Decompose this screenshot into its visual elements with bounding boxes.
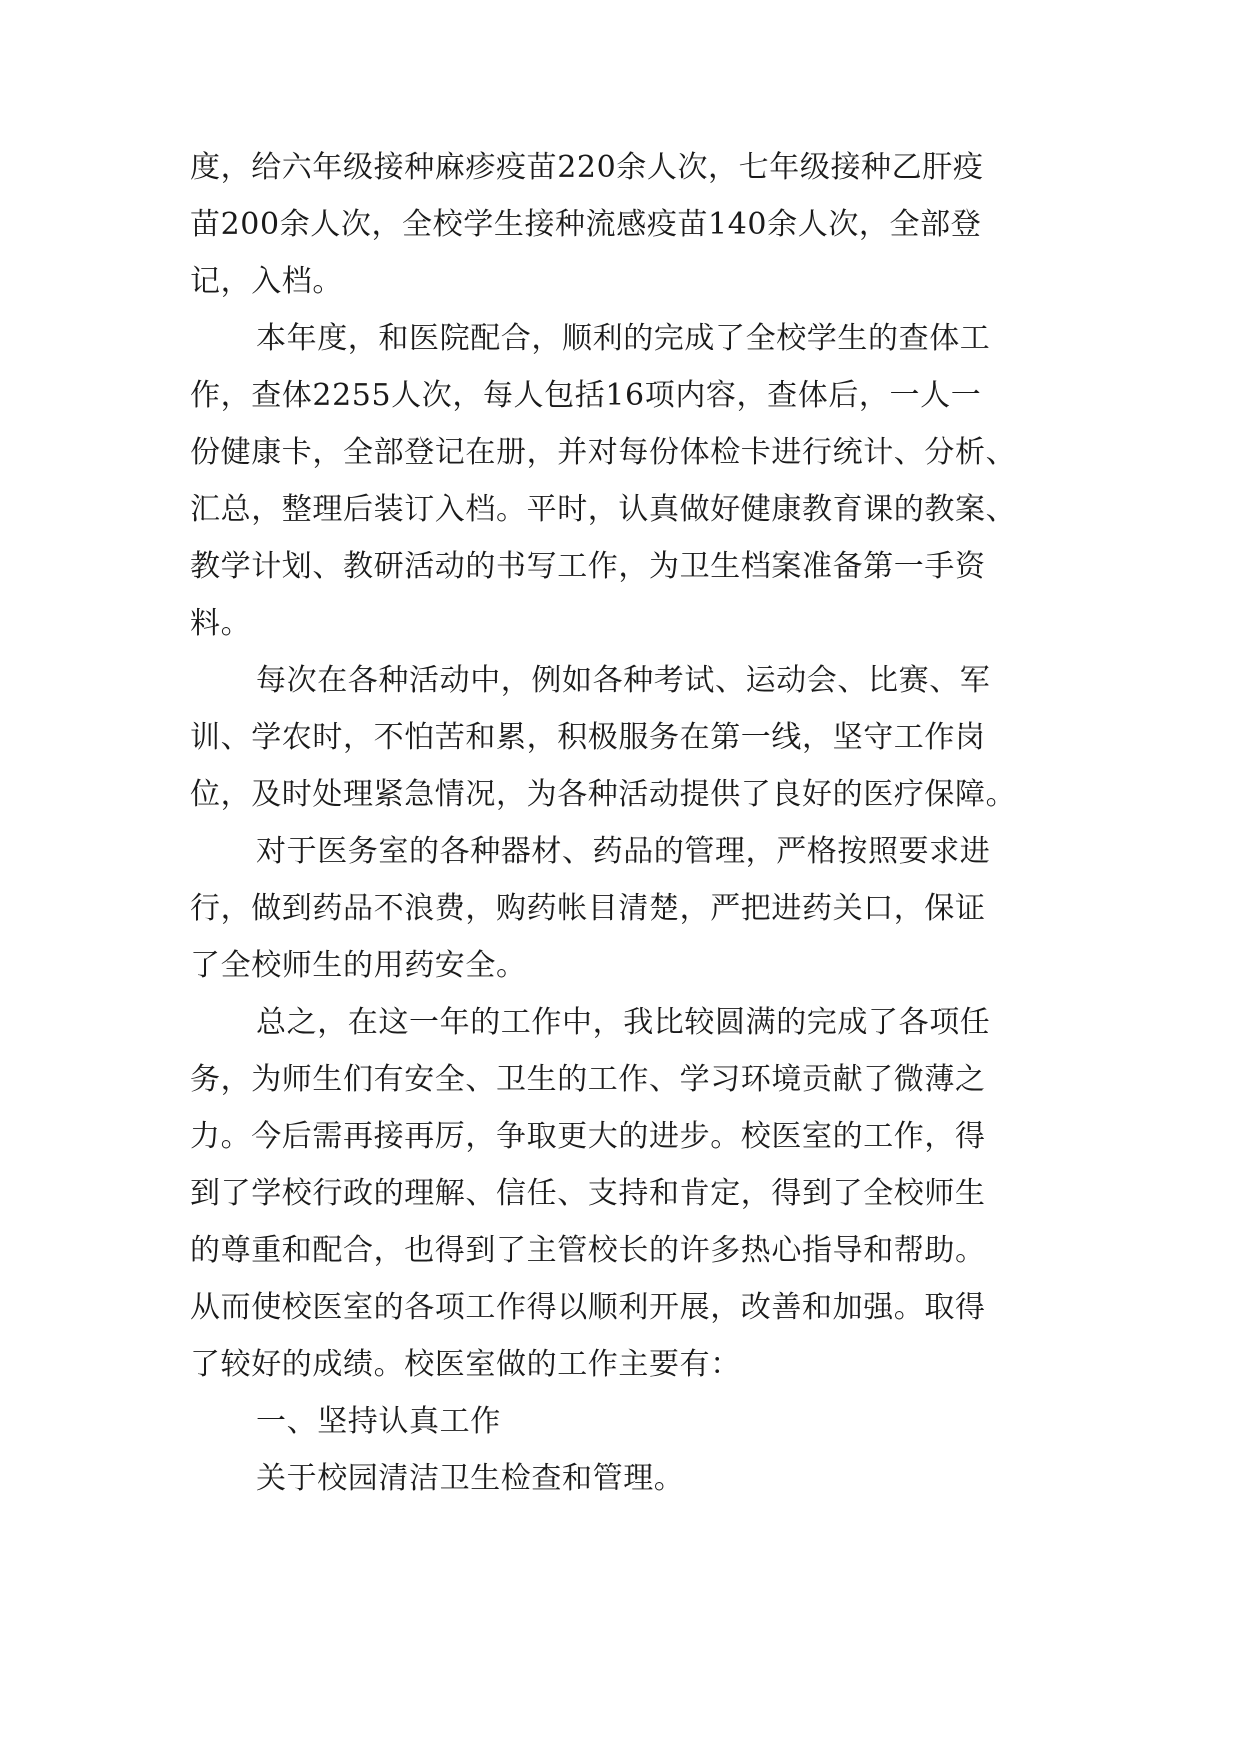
- text-line: 汇总，整理后装订入档。平时，认真做好健康教育课的教案、: [190, 492, 1017, 527]
- text-line: 到了学校行政的理解、信任、支持和肯定，得到了全校师生: [190, 1176, 986, 1211]
- text-line: 位，及时处理紧急情况，为各种活动提供了良好的医疗保障。: [190, 777, 1017, 812]
- text-line: 训、学农时，不怕苦和累，积极服务在第一线，坚守工作岗: [190, 720, 986, 755]
- text-line: 力。今后需再接再厉，争取更大的进步。校医室的工作，得: [190, 1119, 986, 1154]
- text-line: 份健康卡，全部登记在册，并对每份体检卡进行统计、分析、: [190, 435, 1017, 470]
- paragraph-start: 每次在各种活动中，例如各种考试、运动会、比赛、军: [256, 663, 991, 698]
- text-line: 教学计划、教研活动的书写工作，为卫生档案准备第一手资: [190, 549, 986, 584]
- paragraph-start: 总之，在这一年的工作中，我比较圆满的完成了各项任: [256, 1005, 991, 1040]
- text-line: 了较好的成绩。校医室做的工作主要有：: [190, 1347, 741, 1382]
- text-line: 的尊重和配合，也得到了主管校长的许多热心指导和帮助。: [190, 1233, 986, 1268]
- text-line: 从而使校医室的各项工作得以顺利开展，改善和加强。取得: [190, 1290, 986, 1325]
- text-line: 记，入档。: [190, 264, 343, 299]
- text-line: 度，给六年级接种麻疹疫苗220余人次，七年级接种乙肝疫: [190, 150, 984, 185]
- section-heading: 一、坚持认真工作: [256, 1404, 501, 1439]
- text-line: 料。: [190, 606, 252, 641]
- text-line: 了全校师生的用药安全。: [190, 948, 527, 983]
- paragraph-start: 本年度，和医院配合，顺利的完成了全校学生的查体工: [256, 321, 991, 356]
- paragraph-start: 关于校园清洁卫生检查和管理。: [256, 1461, 685, 1496]
- paragraph-start: 对于医务室的各种器材、药品的管理，严格按照要求进: [256, 834, 991, 869]
- text-line: 行，做到药品不浪费，购药帐目清楚，严把进药关口，保证: [190, 891, 986, 926]
- text-line: 作，查体2255人次，每人包括16项内容，查体后，一人一: [190, 378, 982, 413]
- text-line: 苗200余人次，全校学生接种流感疫苗140余人次，全部登: [190, 207, 982, 242]
- text-line: 务，为师生们有安全、卫生的工作、学习环境贡献了微薄之: [190, 1062, 986, 1097]
